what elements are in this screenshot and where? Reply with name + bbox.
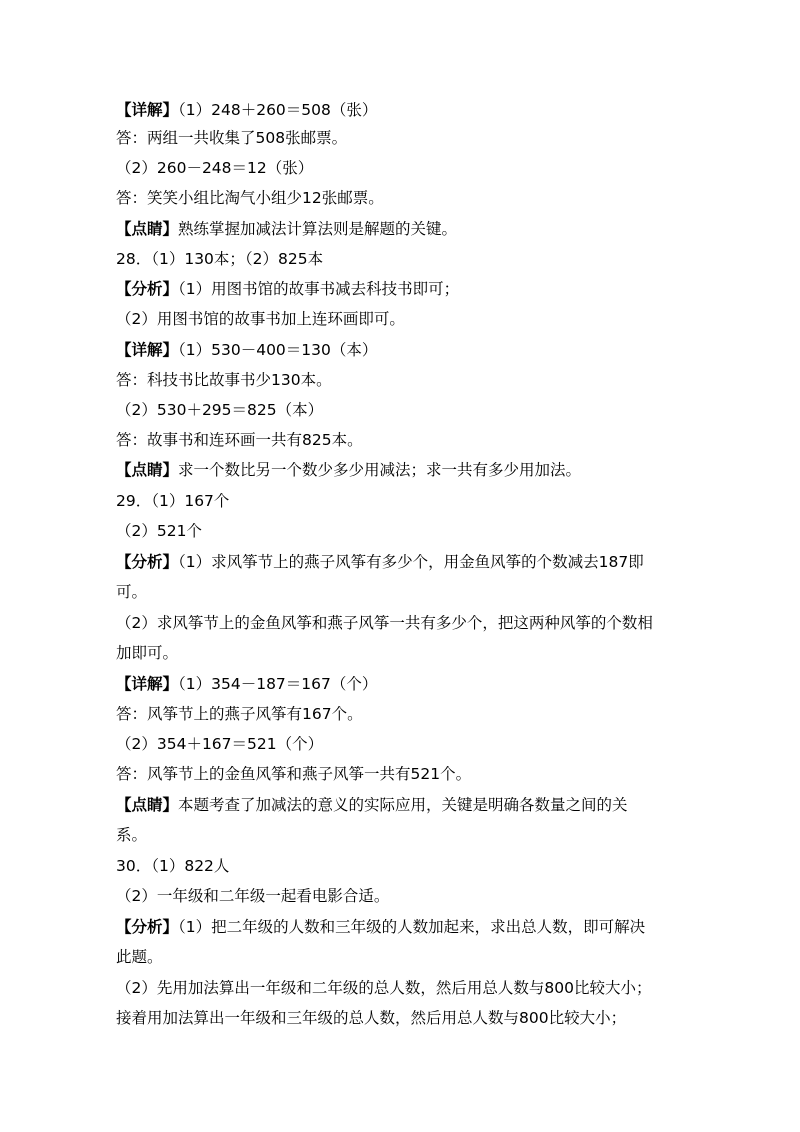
text-line <box>116 885 696 907</box>
text-line <box>116 520 696 542</box>
line-text: 答：风筝节上的燕子风筝有167个。 <box>116 705 363 723</box>
text-line <box>116 399 696 421</box>
text-line <box>116 339 696 361</box>
line-text: 28．（1）130本；（2）825本 <box>116 250 324 268</box>
line-text: 答：科技书比故事书少130本。 <box>116 371 332 389</box>
text-line <box>116 551 696 573</box>
text-line <box>116 459 696 481</box>
text-line <box>116 490 696 512</box>
text-line <box>116 733 696 755</box>
text-line <box>116 763 696 785</box>
line-text: 答：故事书和连环画一共有825本。 <box>116 431 363 449</box>
text-line <box>116 673 696 695</box>
line-text: 答：风筝节上的金鱼风筝和燕子风筝一共有521个。 <box>116 765 472 783</box>
line-text: （1）248＋260＝508（张） <box>178 101 378 119</box>
text-line <box>116 1007 696 1029</box>
text-line <box>116 248 696 270</box>
text-line <box>116 157 696 179</box>
line-text: （2）260－248＝12（张） <box>116 159 314 177</box>
section-tag: 【分析】 <box>116 280 179 298</box>
line-text: （2）521个 <box>116 522 202 540</box>
line-text: 答：笑笑小组比淘气小组少12张邮票。 <box>116 189 384 207</box>
section-tag: 【详解】 <box>116 341 179 359</box>
line-text: （2）用图书馆的故事书加上连环画即可。 <box>116 310 405 328</box>
line-text: 加即可。 <box>116 644 179 662</box>
text-line <box>116 916 696 938</box>
line-text: 熟练掌握加减法计算法则是解题的关键。 <box>178 220 458 238</box>
text-line <box>116 855 696 877</box>
line-text: （1）求风筝节上的燕子风筝有多少个，用金鱼风筝的个数减去187即 <box>178 553 644 571</box>
text-line <box>116 612 696 634</box>
line-text: （1）用图书馆的故事书减去科技书即可； <box>178 280 460 298</box>
line-text: （2）354＋167＝521（个） <box>116 735 324 753</box>
text-line <box>116 703 696 725</box>
text-line <box>116 824 696 846</box>
text-line <box>116 794 696 816</box>
section-tag: 【详解】 <box>116 675 179 693</box>
section-tag: 【分析】 <box>116 918 179 936</box>
line-text: （2）先用加法算出一年级和二年级的总人数，然后用总人数与800比较大小； <box>116 979 652 997</box>
text-line <box>116 187 696 209</box>
line-text: （2）530＋295＝825（本） <box>116 401 324 419</box>
line-text: 系。 <box>116 826 148 844</box>
section-tag: 【详解】 <box>116 101 179 119</box>
line-text: （1）把二年级的人数和三年级的人数加起来，求出总人数，即可解决 <box>178 918 646 936</box>
line-text: 此题。 <box>116 948 163 966</box>
line-text: 求一个数比另一个数少多少用减法；求一共有多少用加法。 <box>178 461 582 479</box>
text-line <box>116 278 696 300</box>
section-tag: 【点睛】 <box>116 220 179 238</box>
line-text: 30．（1）822人 <box>116 857 230 875</box>
line-text: （1）354－187＝167（个） <box>178 675 378 693</box>
section-tag: 【点睛】 <box>116 796 179 814</box>
text-line <box>116 642 696 664</box>
section-tag: 【分析】 <box>116 553 179 571</box>
text-line <box>116 218 696 240</box>
text-line <box>116 977 696 999</box>
section-tag: 【点睛】 <box>116 461 179 479</box>
text-line <box>116 127 696 149</box>
line-text: 接着用加法算出一年级和三年级的总人数，然后用总人数与800比较大小； <box>116 1009 627 1027</box>
line-text: 答：两组一共收集了508张邮票。 <box>116 129 348 147</box>
line-text: 可。 <box>116 583 148 601</box>
text-line <box>116 581 696 603</box>
line-text: （2）一年级和二年级一起看电影合适。 <box>116 887 390 905</box>
line-text: 本题考查了加减法的意义的实际应用，关键是明确各数量之间的关 <box>178 796 628 814</box>
line-text: 29．（1）167个 <box>116 492 230 510</box>
text-line <box>116 369 696 391</box>
text-line <box>116 946 696 968</box>
line-text: （1）530－400＝130（本） <box>178 341 378 359</box>
line-text: （2）求风筝节上的金鱼风筝和燕子风筝一共有多少个，把这两种风筝的个数相 <box>116 614 653 632</box>
text-line <box>116 308 696 330</box>
text-line <box>116 99 696 121</box>
text-line <box>116 429 696 451</box>
